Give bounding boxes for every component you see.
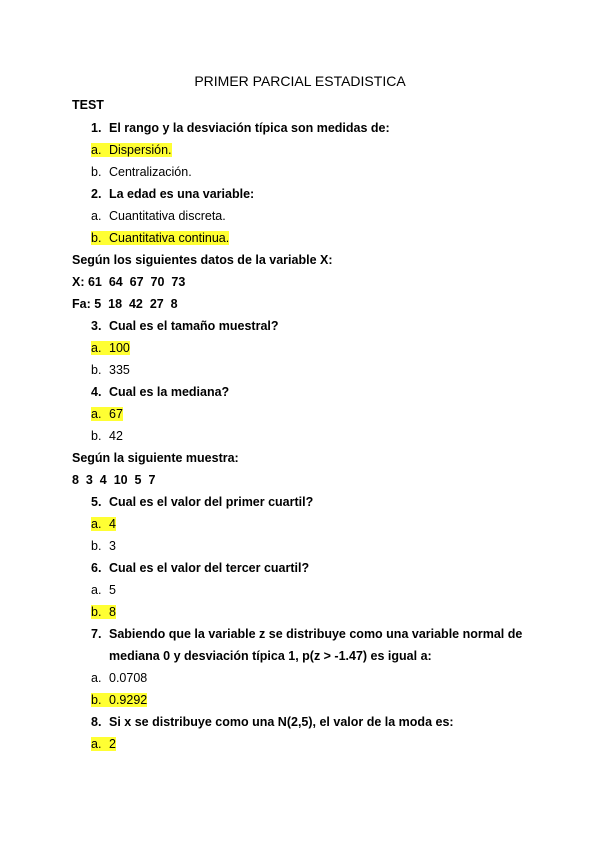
- data-intro: Según los siguientes datos de la variable X:: [72, 253, 333, 267]
- question-number: 2.: [91, 187, 102, 201]
- option-text: 0.0708: [109, 671, 148, 685]
- q6-option-a: [91, 582, 116, 598]
- question-text: Si x se distribuye como una N(2,5), el valor de la moda es:: [109, 715, 454, 729]
- option-text: Cuantitativa discreta.: [109, 209, 226, 223]
- question-3: [91, 318, 279, 334]
- option-text: 335: [109, 363, 130, 377]
- option-text: 67: [109, 407, 123, 421]
- question-1: [91, 120, 390, 136]
- option-letter: a.: [91, 517, 102, 531]
- fa-values: Fa: 5 18 42 27 8: [72, 297, 178, 311]
- sample-values: 8 3 4 10 5 7: [72, 473, 156, 487]
- option-letter: a.: [91, 671, 102, 685]
- option-letter: a.: [91, 209, 102, 223]
- question-text: Cual es el tamaño muestral?: [109, 319, 279, 333]
- option-text: Centralización.: [109, 165, 192, 179]
- question-text: El rango y la desviación típica son medidas de:: [109, 121, 390, 135]
- question-number: 8.: [91, 715, 102, 729]
- option-text: 0.9292: [109, 693, 148, 707]
- question-text: Sabiendo que la variable z se distribuye como una variable normal de: [109, 627, 523, 641]
- q2-option-b: [91, 230, 229, 246]
- option-text: 4: [109, 517, 116, 531]
- option-text: Dispersión.: [109, 143, 172, 157]
- q3-option-a: [91, 340, 130, 356]
- question-text: Cual es la mediana?: [109, 385, 230, 399]
- option-letter: a.: [91, 341, 102, 355]
- option-text: 42: [109, 429, 123, 443]
- question-text: Cual es el valor del primer cuartil?: [109, 495, 314, 509]
- option-letter: b.: [91, 231, 102, 245]
- option-letter: b.: [91, 363, 102, 377]
- option-text: 8: [109, 605, 116, 619]
- option-text: 5: [109, 583, 116, 597]
- question-text: Cual es el valor del tercer cuartil?: [109, 561, 310, 575]
- question-number: 6.: [91, 561, 102, 575]
- q3-option-b: [91, 362, 130, 378]
- q8-option-a: [91, 736, 116, 752]
- question-number: 4.: [91, 385, 102, 399]
- q7-option-a: [91, 670, 147, 686]
- q1-option-a: [91, 142, 172, 158]
- q4-option-b: [91, 428, 123, 444]
- option-letter: a.: [91, 407, 102, 421]
- test-label: TEST: [72, 98, 104, 112]
- question-number: 1.: [91, 121, 102, 135]
- q5-option-a: [91, 516, 116, 532]
- question-6: [91, 560, 309, 576]
- option-text: 100: [109, 341, 130, 355]
- question-8: [91, 714, 454, 730]
- question-number: 7.: [91, 627, 102, 641]
- option-text: Cuantitativa continua.: [109, 231, 230, 245]
- question-5: [91, 494, 313, 510]
- question-number: 3.: [91, 319, 102, 333]
- x-values: X: 61 64 67 70 73: [72, 275, 186, 289]
- question-text: La edad es una variable:: [109, 187, 255, 201]
- q1-option-b: [91, 164, 192, 180]
- question-7: [91, 626, 522, 642]
- option-text: 3: [109, 539, 116, 553]
- option-letter: a.: [91, 583, 102, 597]
- question-2: [91, 186, 254, 202]
- question-4: [91, 384, 229, 400]
- option-text: 2: [109, 737, 116, 751]
- question-number: 5.: [91, 495, 102, 509]
- q6-option-b: [91, 604, 116, 620]
- question-7-continued: mediana 0 y desviación típica 1, p(z > -1.47) es igual a:: [109, 649, 432, 663]
- q5-option-b: [91, 538, 116, 554]
- sample-intro: Según la siguiente muestra:: [72, 451, 239, 465]
- option-letter: a.: [91, 737, 102, 751]
- q7-option-b: [91, 692, 147, 708]
- option-letter: b.: [91, 165, 102, 179]
- option-letter: b.: [91, 429, 102, 443]
- q2-option-a: [91, 208, 226, 224]
- q4-option-a: [91, 406, 123, 422]
- option-letter: b.: [91, 605, 102, 619]
- option-letter: a.: [91, 143, 102, 157]
- option-letter: b.: [91, 693, 102, 707]
- option-letter: b.: [91, 539, 102, 553]
- page-title: PRIMER PARCIAL ESTADISTICA: [194, 73, 406, 89]
